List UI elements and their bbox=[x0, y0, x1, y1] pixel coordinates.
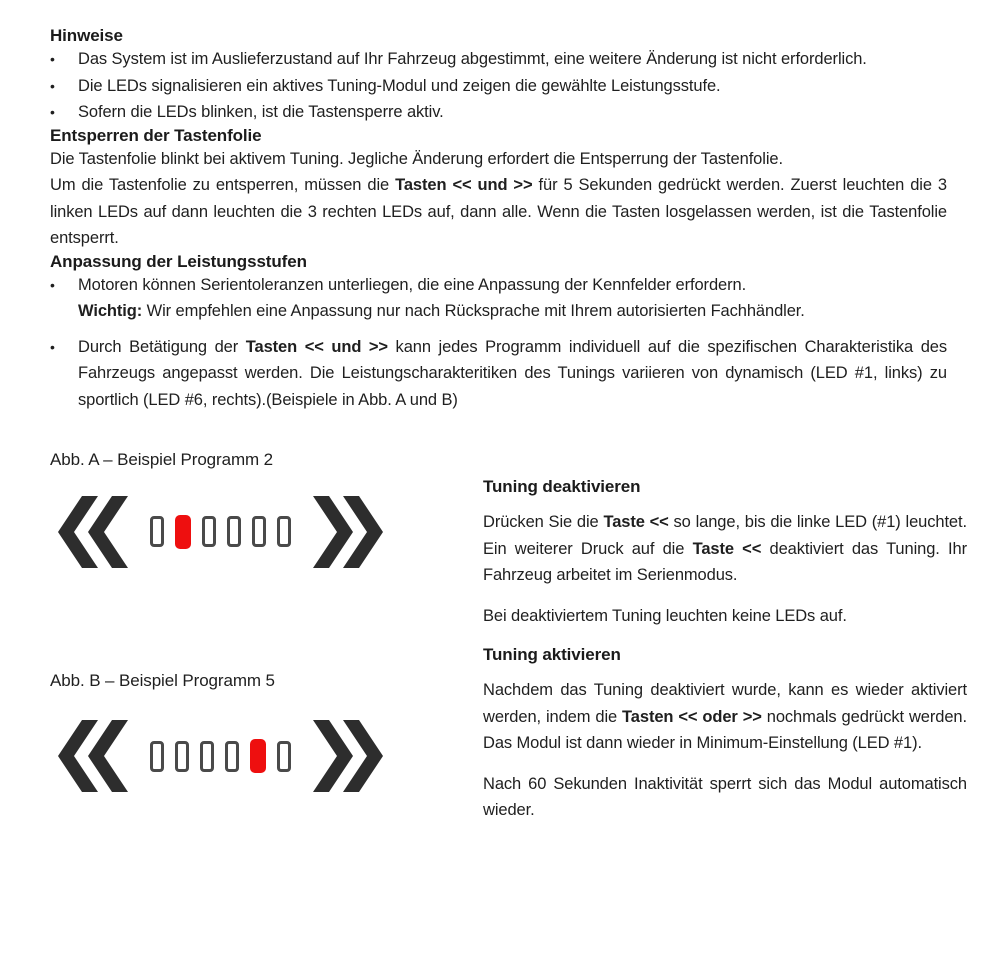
body-text: Drücken Sie die bbox=[483, 513, 604, 531]
body-text: Wir empfehlen eine Anpassung nur nach Rücksprache mit Ihrem autorisierten Fachhändler. bbox=[142, 302, 805, 320]
led-5 bbox=[252, 516, 266, 547]
body-text: Motoren können Serientoleranzen unterliegen, die eine Anpassung der Kennfelder erfordern. bbox=[78, 275, 747, 294]
led-5-active bbox=[250, 739, 266, 773]
body-text: Nachdem das Tuning deaktiviert wurde, kann es wieder aktiviert werden, indem die bbox=[483, 681, 967, 726]
entsperren-title: Entsperren der Tastenfolie bbox=[50, 125, 262, 145]
double-chevron-right-icon bbox=[313, 720, 383, 792]
aktivieren-title: Tuning aktivieren bbox=[483, 645, 621, 664]
bullet-text: Die LEDs signalisieren ein aktives Tuning-Modul und zeigen die gewählte Leistungsstufe. bbox=[78, 76, 721, 95]
led-6 bbox=[277, 516, 291, 547]
figure-a-led-display bbox=[58, 496, 483, 568]
list-item bbox=[50, 46, 947, 73]
body-text: kann jedes Programm individuell auf die spezifischen Charakteristika des Fahrzeugs angepasst werden. Die Leistungscharakteritiken des Tunings variieren von dynamisch (LED #1, links) zu sportlich (LED #6, rechts).(Beispiele in Abb. A und B) bbox=[78, 337, 947, 409]
body-text: deaktiviert das Tuning. Ihr Fahrzeug arbeitet im Serienmodus. bbox=[483, 539, 967, 584]
led-3 bbox=[202, 516, 216, 547]
led-3 bbox=[200, 741, 214, 772]
wichtig-label: Wichtig: bbox=[78, 302, 143, 320]
deaktivieren-paragraph bbox=[483, 509, 967, 589]
led-1 bbox=[150, 516, 164, 547]
aktivieren-paragraph bbox=[483, 677, 967, 757]
bullet-icon: • bbox=[50, 276, 55, 293]
bold-keys-text: Tasten << und >> bbox=[395, 176, 533, 194]
bullet-icon: • bbox=[50, 104, 55, 120]
double-chevron-left-icon bbox=[58, 720, 128, 792]
deaktivieren-title: Tuning deaktivieren bbox=[483, 477, 641, 496]
bold-keys-text: Tasten << oder >> bbox=[622, 707, 762, 726]
bullet-text bbox=[78, 334, 947, 414]
bullet-icon: • bbox=[50, 338, 55, 355]
deaktivieren-note: Bei deaktiviertem Tuning leuchten keine LEDs auf. bbox=[483, 606, 847, 625]
list-item bbox=[50, 272, 947, 325]
aktivieren-note: Nach 60 Sekunden Inaktivität sperrt sich das Modul automatisch wieder. bbox=[483, 774, 967, 819]
hinweise-bullet-list bbox=[50, 46, 947, 126]
figures-column bbox=[50, 447, 483, 824]
body-text: Durch Betätigung der bbox=[78, 337, 246, 356]
led-row bbox=[150, 515, 291, 549]
body-text: Die Tastenfolie blinkt bei aktivem Tuning. Jegliche Änderung erfordert die Entsperrung der Tastenfolie. bbox=[50, 149, 783, 168]
bullet-text: Sofern die LEDs blinken, ist die Tastensperre aktiv. bbox=[78, 103, 444, 121]
bold-keys-text: Taste << bbox=[603, 513, 669, 531]
list-item bbox=[50, 73, 947, 100]
double-chevron-right-icon bbox=[313, 496, 383, 568]
list-item bbox=[50, 334, 947, 414]
hinweise-title: Hinweise bbox=[50, 26, 123, 45]
led-1 bbox=[150, 741, 164, 772]
bold-keys-text: Tasten << und >> bbox=[245, 337, 388, 356]
double-chevron-left-icon bbox=[58, 496, 128, 568]
main-sections bbox=[50, 26, 967, 413]
led-2-active bbox=[175, 515, 191, 549]
entsperren-paragraph bbox=[50, 146, 947, 252]
bullet-icon: • bbox=[50, 77, 55, 94]
section-anpassung bbox=[50, 252, 947, 414]
led-2 bbox=[175, 741, 189, 772]
anpassung-bullet-list bbox=[50, 272, 947, 414]
section-hinweise bbox=[50, 26, 947, 126]
figures-and-tuning-columns bbox=[50, 447, 967, 824]
led-row bbox=[150, 739, 291, 773]
body-text: für 5 Sekunden gedrückt werden. Zuerst leuchten die 3 linken LEDs auf dann leuchten die 3 rechten LEDs auf, dann alle. Wenn die Tasten losgelassen werden, ist die Tastenfolie entsperrt. bbox=[50, 176, 948, 247]
bullet-icon: • bbox=[50, 51, 55, 67]
led-4 bbox=[227, 516, 241, 547]
figure-b-caption: Abb. B – Beispiel Programm 5 bbox=[50, 670, 275, 690]
figure-a-caption: Abb. A – Beispiel Programm 2 bbox=[50, 450, 274, 469]
led-4 bbox=[225, 741, 239, 772]
figure-b-led-display bbox=[58, 720, 483, 792]
section-entsperren bbox=[50, 126, 947, 252]
body-text: nochmals gedrückt werden. Das Modul ist dann wieder in Minimum-Einstellung (LED #1). bbox=[483, 707, 967, 752]
body-text: so lange, bis die linke LED (#1) leuchtet. Ein weiterer Druck auf die bbox=[483, 513, 967, 558]
led-6 bbox=[277, 741, 291, 772]
tuning-column bbox=[483, 447, 967, 824]
list-item bbox=[50, 99, 947, 126]
body-text: Um die Tastenfolie zu entsperren, müssen die bbox=[50, 176, 396, 194]
anpassung-title: Anpassung der Leistungsstufen bbox=[50, 251, 307, 271]
bullet-text: Das System ist im Auslieferzustand auf Ihr Fahrzeug abgestimmt, eine weitere Änderung ist nicht erforderlich. bbox=[78, 50, 867, 68]
bullet-text bbox=[78, 272, 947, 325]
bold-keys-text: Taste << bbox=[692, 539, 762, 558]
